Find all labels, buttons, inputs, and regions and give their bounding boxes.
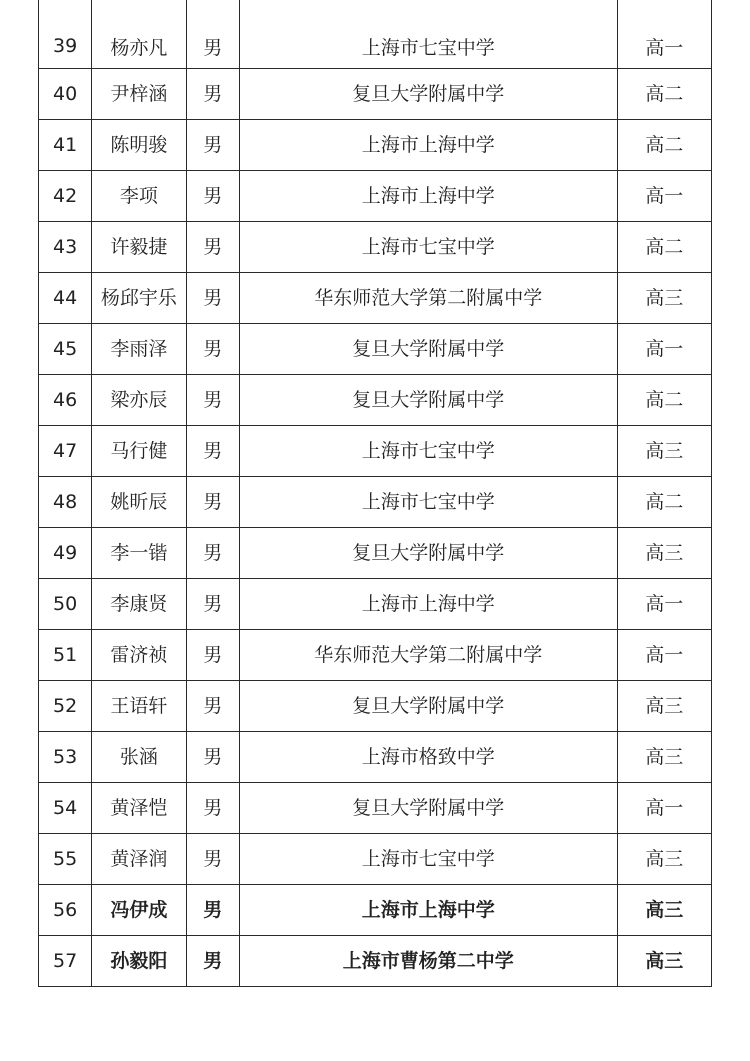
cell-name	[92, 222, 186, 273]
table-row	[39, 324, 712, 375]
cell-name-text: 李项	[119, 185, 158, 207]
cell-grade-text: 高一	[645, 185, 684, 207]
cell-gender-text: 男	[203, 644, 223, 666]
cell-grade	[617, 273, 711, 324]
cell-school-text: 华东师范大学第二附属中学	[314, 287, 543, 309]
cell-gender	[186, 885, 239, 936]
cell-number	[39, 681, 92, 732]
cell-number	[39, 375, 92, 426]
cell-gender-text: 男	[203, 83, 223, 105]
cell-gender-text: 男	[203, 542, 223, 564]
cell-grade	[617, 171, 711, 222]
cell-school	[239, 783, 617, 834]
cell-gender	[186, 732, 239, 783]
cell-name-text: 黄泽恺	[110, 797, 168, 819]
cell-name-text: 许毅捷	[110, 236, 168, 258]
cell-grade-text: 高二	[645, 236, 684, 258]
cell-grade	[617, 579, 711, 630]
cell-school	[239, 834, 617, 885]
cell-gender	[186, 477, 239, 528]
cell-name	[92, 0, 186, 69]
cell-gender-text: 男	[203, 491, 223, 513]
cell-grade	[617, 834, 711, 885]
table-row	[39, 681, 712, 732]
cell-name	[92, 681, 186, 732]
cell-number	[39, 324, 92, 375]
cell-name-text: 杨亦凡	[110, 36, 168, 59]
cell-school-text: 上海市上海中学	[361, 899, 495, 921]
cell-name-text: 姚昕辰	[110, 491, 168, 513]
cell-name-text: 黄泽润	[110, 848, 168, 870]
cell-number-text: 43	[53, 236, 78, 258]
cell-gender-text: 男	[203, 440, 223, 462]
cell-number-text: 55	[53, 848, 78, 870]
cell-gender	[186, 324, 239, 375]
cell-gender-text: 男	[203, 36, 223, 59]
cell-number	[39, 273, 92, 324]
cell-number	[39, 120, 92, 171]
cell-grade-text: 高三	[645, 746, 684, 768]
table-row	[39, 69, 712, 120]
cell-gender	[186, 426, 239, 477]
cell-name-text: 冯伊成	[110, 899, 168, 921]
table-row	[39, 783, 712, 834]
cell-number	[39, 477, 92, 528]
table-row	[39, 273, 712, 324]
cell-number	[39, 732, 92, 783]
cell-gender	[186, 375, 239, 426]
cell-grade	[617, 120, 711, 171]
cell-number	[39, 579, 92, 630]
roster-table	[38, 0, 712, 987]
cell-school	[239, 324, 617, 375]
cell-number-text: 51	[53, 644, 78, 666]
cell-gender	[186, 936, 239, 987]
cell-gender-text: 男	[203, 746, 223, 768]
roster-table-body	[39, 0, 712, 987]
cell-school	[239, 426, 617, 477]
cell-school-text: 华东师范大学第二附属中学	[314, 644, 543, 666]
cell-name-text: 雷济祯	[110, 644, 168, 666]
table-row	[39, 528, 712, 579]
cell-number	[39, 630, 92, 681]
cell-grade-text: 高三	[645, 848, 684, 870]
cell-school	[239, 681, 617, 732]
cell-school-text: 上海市上海中学	[361, 593, 495, 615]
table-row	[39, 120, 712, 171]
cell-gender	[186, 222, 239, 273]
cell-school	[239, 936, 617, 987]
cell-grade	[617, 783, 711, 834]
cell-school-text: 复旦大学附属中学	[352, 542, 505, 564]
table-row	[39, 936, 712, 987]
cell-school-text: 复旦大学附属中学	[352, 83, 505, 105]
cell-gender	[186, 69, 239, 120]
cell-number	[39, 783, 92, 834]
cell-number-text: 49	[53, 542, 78, 564]
cell-number	[39, 426, 92, 477]
cell-grade-text: 高一	[645, 338, 684, 360]
cell-gender-text: 男	[203, 695, 223, 717]
cell-school-text: 上海市格致中学	[361, 746, 495, 768]
cell-gender-text: 男	[203, 848, 223, 870]
cell-gender	[186, 0, 239, 69]
cell-name-text: 马行健	[110, 440, 168, 462]
cell-name	[92, 528, 186, 579]
cell-number-text: 41	[53, 134, 78, 156]
cell-grade	[617, 324, 711, 375]
cell-grade-text: 高一	[645, 593, 684, 615]
table-row	[39, 0, 712, 69]
cell-school	[239, 69, 617, 120]
cell-name-text: 孙毅阳	[110, 950, 168, 972]
cell-name	[92, 426, 186, 477]
table-row	[39, 222, 712, 273]
cell-name-text: 梁亦辰	[110, 389, 168, 411]
cell-grade	[617, 426, 711, 477]
cell-gender	[186, 120, 239, 171]
cell-school-text: 复旦大学附属中学	[352, 797, 505, 819]
table-row	[39, 477, 712, 528]
cell-grade	[617, 528, 711, 579]
cell-grade	[617, 885, 711, 936]
cell-school	[239, 528, 617, 579]
cell-school-text: 复旦大学附属中学	[352, 695, 505, 717]
cell-school	[239, 375, 617, 426]
cell-number	[39, 528, 92, 579]
cell-name	[92, 732, 186, 783]
table-row	[39, 426, 712, 477]
cell-gender-text: 男	[203, 389, 223, 411]
table-row	[39, 732, 712, 783]
cell-name-text: 李一锴	[110, 542, 168, 564]
table-row	[39, 630, 712, 681]
cell-name	[92, 69, 186, 120]
cell-number-text: 54	[53, 797, 78, 819]
cell-number	[39, 0, 92, 69]
cell-school-text: 上海市上海中学	[361, 134, 495, 156]
cell-gender	[186, 834, 239, 885]
cell-grade	[617, 936, 711, 987]
cell-name	[92, 120, 186, 171]
cell-grade-text: 高三	[645, 695, 684, 717]
cell-name	[92, 834, 186, 885]
cell-gender	[186, 273, 239, 324]
table-row	[39, 375, 712, 426]
cell-number-text: 39	[53, 35, 78, 57]
cell-school-text: 上海市上海中学	[361, 185, 495, 207]
cell-number-text: 40	[53, 83, 78, 105]
cell-school	[239, 120, 617, 171]
cell-number-text: 45	[53, 338, 78, 360]
cell-number-text: 53	[53, 746, 78, 768]
cell-name	[92, 630, 186, 681]
cell-school-text: 上海市七宝中学	[361, 848, 495, 870]
cell-name-text: 尹梓涵	[110, 83, 168, 105]
cell-grade	[617, 375, 711, 426]
cell-gender-text: 男	[203, 797, 223, 819]
cell-school	[239, 579, 617, 630]
cell-number	[39, 171, 92, 222]
cell-name-text: 张涵	[119, 746, 158, 768]
cell-school	[239, 630, 617, 681]
cell-school	[239, 0, 617, 69]
cell-grade	[617, 222, 711, 273]
cell-name-text: 陈明骏	[110, 134, 168, 156]
cell-number	[39, 69, 92, 120]
cell-gender	[186, 579, 239, 630]
cell-school	[239, 273, 617, 324]
cell-school-text: 上海市七宝中学	[361, 491, 495, 513]
cell-number-text: 50	[53, 593, 78, 615]
table-row	[39, 834, 712, 885]
cell-grade-text: 高一	[645, 36, 684, 59]
cell-gender	[186, 171, 239, 222]
cell-gender-text: 男	[203, 950, 223, 972]
cell-number-text: 44	[53, 287, 78, 309]
cell-name-text: 李康贤	[110, 593, 168, 615]
cell-grade-text: 高三	[645, 287, 684, 309]
cell-name-text: 王语轩	[110, 695, 168, 717]
cell-number	[39, 222, 92, 273]
table-row	[39, 579, 712, 630]
cell-number-text: 57	[53, 950, 78, 972]
cell-grade	[617, 477, 711, 528]
cell-grade-text: 高二	[645, 134, 684, 156]
cell-grade-text: 高二	[645, 491, 684, 513]
cell-name	[92, 324, 186, 375]
cell-school-text: 上海市七宝中学	[361, 36, 495, 59]
cell-gender-text: 男	[203, 185, 223, 207]
cell-gender	[186, 783, 239, 834]
cell-gender	[186, 528, 239, 579]
cell-gender-text: 男	[203, 338, 223, 360]
cell-name	[92, 171, 186, 222]
table-row	[39, 171, 712, 222]
cell-grade	[617, 0, 711, 69]
cell-name	[92, 273, 186, 324]
cell-gender-text: 男	[203, 236, 223, 258]
cell-school-text: 上海市七宝中学	[361, 236, 495, 258]
cell-school	[239, 732, 617, 783]
cell-gender	[186, 681, 239, 732]
cell-number-text: 56	[53, 899, 78, 921]
cell-school	[239, 477, 617, 528]
cell-name	[92, 885, 186, 936]
cell-number	[39, 936, 92, 987]
cell-gender-text: 男	[203, 134, 223, 156]
cell-school-text: 复旦大学附属中学	[352, 338, 505, 360]
cell-grade-text: 高二	[645, 389, 684, 411]
cell-name	[92, 579, 186, 630]
cell-grade-text: 高二	[645, 83, 684, 105]
cell-school-text: 上海市七宝中学	[361, 440, 495, 462]
cell-number-text: 42	[53, 185, 78, 207]
cell-number	[39, 834, 92, 885]
cell-school-text: 上海市曹杨第二中学	[342, 950, 514, 972]
cell-grade	[617, 630, 711, 681]
cell-grade-text: 高一	[645, 797, 684, 819]
cell-number-text: 47	[53, 440, 78, 462]
cell-number-text: 52	[53, 695, 78, 717]
cell-gender-text: 男	[203, 287, 223, 309]
cell-grade-text: 高三	[645, 950, 684, 972]
cell-gender	[186, 630, 239, 681]
cell-grade	[617, 681, 711, 732]
cell-gender-text: 男	[203, 593, 223, 615]
cell-gender-text: 男	[203, 899, 223, 921]
cell-name	[92, 936, 186, 987]
cell-grade	[617, 69, 711, 120]
cell-grade	[617, 732, 711, 783]
cell-grade-text: 高一	[645, 644, 684, 666]
cell-name-text: 杨邱宇乐	[100, 287, 177, 309]
cell-school-text: 复旦大学附属中学	[352, 389, 505, 411]
cell-school	[239, 222, 617, 273]
cell-grade-text: 高三	[645, 440, 684, 462]
cell-number-text: 48	[53, 491, 78, 513]
table-row	[39, 885, 712, 936]
cell-name	[92, 477, 186, 528]
cell-grade-text: 高三	[645, 542, 684, 564]
cell-grade-text: 高三	[645, 899, 684, 921]
cell-school	[239, 171, 617, 222]
cell-name	[92, 783, 186, 834]
cell-school	[239, 885, 617, 936]
cell-name	[92, 375, 186, 426]
cell-number-text: 46	[53, 389, 78, 411]
cell-number	[39, 885, 92, 936]
cell-name-text: 李雨泽	[110, 338, 168, 360]
